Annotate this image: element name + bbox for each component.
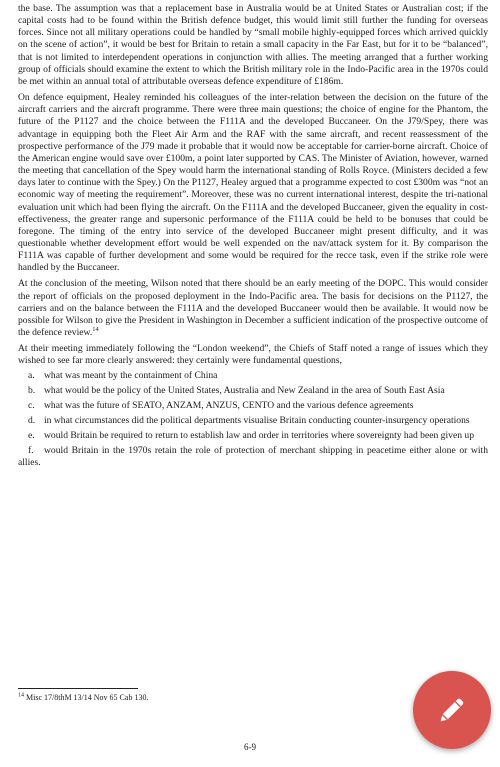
footnote-ref-14[interactable]: 14 [92, 325, 99, 333]
list-item [18, 385, 488, 397]
pencil-icon [435, 693, 469, 727]
paragraph-3-text: At the conclusion of the meeting, Wilson noted that there should be an early meeting of the DOPC. This would consider the report of officials on the proposed deployment in the Indo-Pacific area. The basis for decisions on the P1127, the carriers and on the balance between the F111A and the developed Buccaneer would then be available. It would now be possible for Wilson to give the President in Washington in December a sufficient indication of the prospective outcome of the defence review. [18, 278, 488, 339]
questions-list [18, 370, 488, 470]
list-item-text: what was meant by the containment of China [44, 369, 218, 381]
list-item [18, 415, 488, 427]
list-item-label: d. [28, 415, 36, 426]
footnote-14 [18, 693, 148, 703]
list-item-text: what was the future of SEATO, ANZAM, ANZUS, CENTO and the various defence agreements [44, 399, 414, 411]
list-item-label: c. [28, 399, 35, 411]
list-item [18, 370, 488, 382]
list-item-label: f. [28, 445, 34, 457]
list-item-label: a. [28, 369, 35, 381]
footnote-divider [18, 688, 138, 689]
list-item-label: b. [28, 384, 36, 396]
paragraph-1: the base. The assumption was that a replacement base in Australia would be at United States or Australian cost; if the capital costs had to be found within the British defence budget, this would limit still further the funding for overseas forces. Since not all military operations could be handled by “small mobile highly-equipped forces which arrived quickly on the scene of action”, it would be best for Britain to retain a small capacity in the Far East, but for it to be “balanced”, that is not limited to interdependent operations in conjunction with allies. The meeting arranged that a further working group of officials should examine the extent to which the British military role in the Indo-Pacific area in the 1970s could be met within an annual total of attributable overseas defence expenditure of £186m. [18, 3, 488, 87]
list-item-label: e. [28, 430, 35, 442]
footnote-text: Misc 17/8thM 13/14 Nov 65 Cab 130. [24, 693, 149, 702]
document-body [18, 3, 488, 473]
paragraph-3 [18, 278, 488, 339]
page-number: 6-9 [244, 742, 256, 752]
paragraph-4: At their meeting immediately following the “London weekend”, the Chiefs of Staff noted a range of issues which they wished to see far more clearly answered: they certainly were fundamental questions, [18, 343, 488, 367]
list-item [18, 400, 488, 412]
list-item-text: what would be the policy of the United States, Australia and New Zealand in the area of South East Asia [44, 384, 445, 396]
list-item [18, 430, 488, 442]
footnote-marker: 14 [18, 692, 24, 699]
list-item-text: in what circumstances did the political departments visualise Britain conducting counter-insurgency operations [44, 415, 470, 426]
paragraph-2: On defence equipment, Healey reminded his colleagues of the inter-relation between the decision on the future of the aircraft carriers and the aircraft programme. There were three main questions; the choice of engine for the Phantom, the future of the P1127 and the choice between the F111A and the developed Buccaneer. On the J79/Spey, there was advantage in equipping both the Fleet Air Arm and the RAF with the same aircraft, and recent reassessment of the prospective performance of the J79 made it probable that it would now be acceptable for carrier-borne aircraft. Choice of the American engine would save over £100m, a point later supported by CAS. The Minister of Aviation, however, warned the meeting that cancellation of the Spey would harm the international standing of Rolls Royce. (Ministers decided a few days later to continue with the Spey.) On the P1127, Healey argued that a programme expected to cost £300m was “not an economic way of meeting the requirement”. Moreover, these was no current international interest, despite the tri-national evaluation unit which had been flying the aircraft. On the F111A and the developed Buccaneer, given the equality in cost-effectiveness, the greater range and supersonic performance of the F111A could be held to be bonuses that could be foregone. The timing of the entry into service of the developed Buccaneer might present difficulty, and it was questionable whether development effort would be well expended on the nav/attack system for it. By comparison the F111A was capable of further development and some would be required for the recce task, even if the strike role were handled by the Buccaneer. [18, 92, 488, 274]
edit-fab-button[interactable] [413, 671, 491, 749]
list-item-text: would Britain in the 1970s retain the role of protection of merchant shipping in peacetime either alone or with allies. [18, 445, 488, 469]
list-item-text: would Britain be required to return to establish law and order in territories where sovereignty had been given up [44, 430, 474, 442]
list-item [18, 445, 488, 469]
